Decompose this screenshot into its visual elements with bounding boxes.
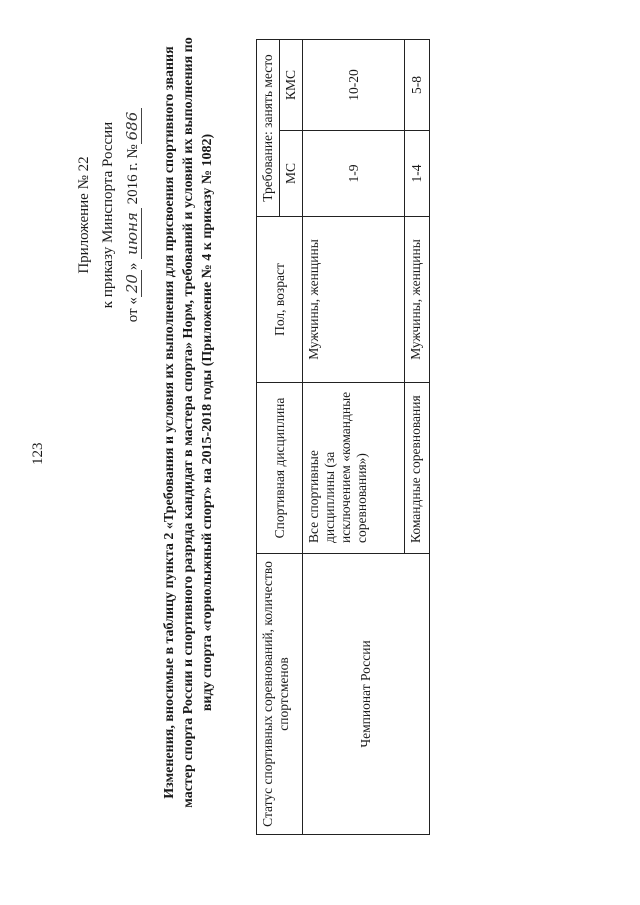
date-mid: » xyxy=(125,262,141,271)
table-row-kms: 5-8 xyxy=(405,40,430,131)
appendix-title: Приложение № 22 xyxy=(76,156,92,274)
document-heading: Изменения, вносимые в таблицу пункта 2 «Требования и условия их выполнения для присвоения спортивного звания мастер спорта России и спортивного разряда кандидат в мастера спорта» Норм, требований и условий их выполнения по виду спорта «горнолыжный спорт» на 2015-2018 годы (Приложение № 4 к приказу № 1082) xyxy=(162,37,215,808)
table-row-sex-age: Мужчины, женщины xyxy=(405,217,430,383)
page-number: 123 xyxy=(30,442,46,465)
appendix-date-line xyxy=(120,75,145,355)
appendix-block xyxy=(72,75,145,355)
table-row-discipline: Командные соревнования xyxy=(405,383,430,554)
appendix-order: к приказу Минспорта России xyxy=(100,121,116,309)
header-requirement: Требование: занять место xyxy=(257,40,280,217)
table-row-discipline: Все спортивные дисциплины (за исключением «командные соревнования») xyxy=(303,383,405,554)
date-year: 2016 г. № xyxy=(125,144,141,205)
header-kms: КМС xyxy=(280,40,303,131)
requirements-table xyxy=(256,39,430,835)
date-month-handwritten: июня xyxy=(123,208,142,259)
table-row-sex-age: Мужчины, женщины xyxy=(303,217,405,383)
date-prefix: от « xyxy=(125,297,141,323)
table-row-ms: 1-9 xyxy=(303,131,405,217)
status-value: Чемпионат России xyxy=(303,554,430,835)
header-discipline: Спортивная дисциплина xyxy=(257,383,303,554)
header-sex-age: Пол, возраст xyxy=(257,217,303,383)
order-number-handwritten: 686 xyxy=(123,108,142,145)
table-row-ms: 1-4 xyxy=(405,131,430,217)
header-status: Статус спортивных соревнований, количество спортсменов xyxy=(257,554,303,835)
header-ms: МС xyxy=(280,131,303,217)
date-day-handwritten: 20 xyxy=(123,270,142,297)
table-row-kms: 10-20 xyxy=(303,40,405,131)
